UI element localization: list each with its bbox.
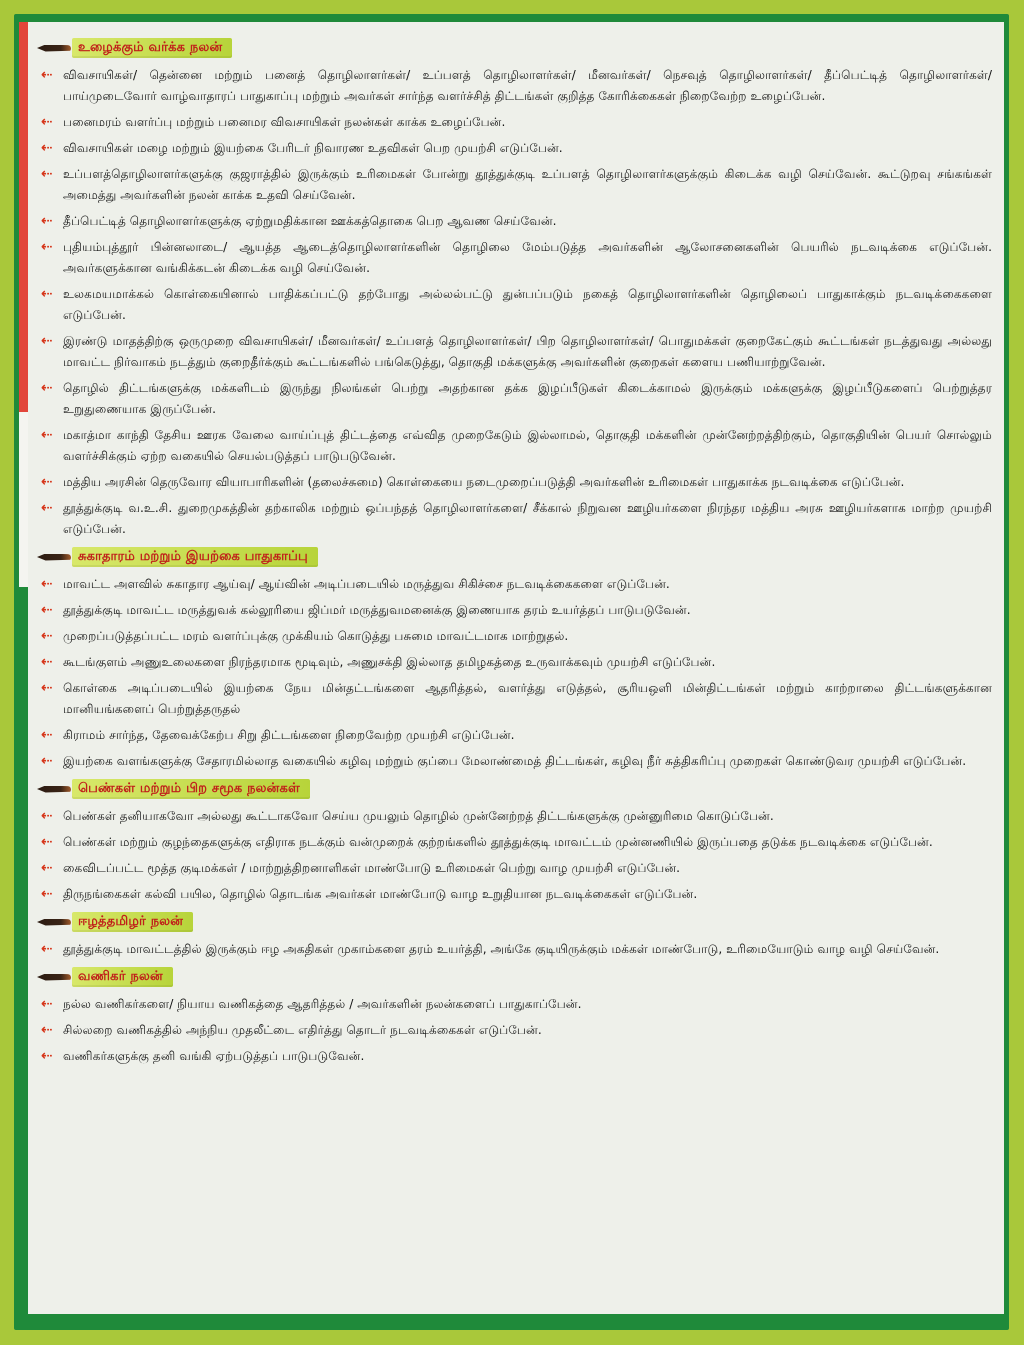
arrow-icon: ⇠	[41, 239, 53, 255]
list-item-text: இயற்கை வளங்களுக்கு சேதாரமில்லாத வகையில் கழிவு மற்றும் குப்பை மேலாண்மைத் திட்டங்கள், கழிவு நீர் சுத்திகரிப்பு முறைகள் கொண்டுவர முயற்சி எடுப்பேன்.	[63, 754, 967, 768]
list-item	[37, 164, 992, 206]
list-item	[37, 211, 992, 232]
list-item	[37, 331, 992, 373]
list-item-text: தீப்பெட்டித் தொழிலாளர்களுக்கு ஏற்றுமதிக்கான ஊக்கத்தொகை பெற ஆவண செய்வேன்.	[63, 214, 557, 228]
arrow-icon: ⇠	[41, 213, 53, 229]
list-item-text: தூத்துக்குடி மாவட்டத்தில் இருக்கும் ஈழ அகதிகள் முகாம்களை தரம் உயர்த்தி, அங்கே குடியிருக்கும் மக்கள் மாண்போடு, உரிமையோடும் வாழ வழி செய்வேன்.	[63, 942, 940, 956]
flag-stripe-white	[19, 412, 28, 587]
arrow-icon: ⇠	[41, 996, 53, 1012]
arrow-icon: ⇠	[41, 380, 53, 396]
list-item	[37, 751, 992, 772]
section-heading	[37, 965, 992, 989]
list-item-text: உலகமயமாக்கல் கொள்கையினால் பாதிக்கப்பட்டு தற்போது அல்லல்பட்டு துன்பப்படும் நகைத் தொழிலாளர்களின் தொழிலைப் பாதுகாக்கும் நடவடிக்கைகளை எடுப்பேன்.	[63, 287, 992, 322]
list-item-text: மத்திய அரசின் தெருவோர வியாபாரிகளின் (தலைச்சுமை) கொள்கையை நடைமுறைப்படுத்தி அவர்களின் உரிமைகள் பாதுகாக்க நடவடிக்கை எடுப்பேன்.	[63, 475, 905, 489]
arrow-icon: ⇠	[41, 500, 53, 516]
list-item-text: தூத்துக்குடி மாவட்ட மருத்துவக் கல்லூரியை ஜிப்மர் மருத்துவமனைக்கு இணையாக தரம் உயர்த்தப் பாடுபடுவேன்.	[63, 603, 691, 617]
arrow-icon: ⇠	[41, 808, 53, 824]
list-item	[37, 678, 992, 720]
section-heading	[37, 777, 992, 801]
section-heading-label: வணிகர் நலன்	[72, 967, 173, 987]
list-item-text: மகாத்மா காந்தி தேசிய ஊரக வேலை வாய்ப்புத் திட்டத்தை எவ்வித முறைகேடும் இல்லாமல், தொகுதி மக்களின் முன்னேற்றத்திற்கும், தொகுதியின் பெயர் சொல்லும் வளர்ச்சிக்கும் ஏற்ற வகையில் செயல்படுத்தப் பாடுபடுவேன்.	[63, 428, 992, 463]
list-item-text: சில்லறை வணிகத்தில் அந்நிய முதலீட்டை எதிர்த்து தொடர் நடவடிக்கைகள் எடுப்பேன்.	[63, 1023, 542, 1037]
arrow-icon: ⇠	[41, 114, 53, 130]
arrow-icon: ⇠	[41, 576, 53, 592]
arrow-icon: ⇠	[41, 427, 53, 443]
flag-stripe-green	[19, 587, 28, 1314]
brush-icon	[37, 554, 71, 561]
list-item	[37, 600, 992, 621]
section-heading	[37, 545, 992, 569]
brush-icon	[37, 45, 71, 52]
section-heading-label: ஈழத்தமிழர் நலன்	[72, 912, 193, 932]
list-item	[37, 994, 992, 1015]
list-item-text: திருநங்கைகள் கல்வி பயில, தொழில் தொடங்க அவர்கள் மாண்போடு வாழ உறுதியான நடவடிக்கைகள் எடுப்பேன்.	[63, 887, 698, 901]
arrow-icon: ⇠	[41, 727, 53, 743]
list-item-text: பெண்கள் தனியாகவோ அல்லது கூட்டாகவோ செய்ய முயலும் தொழில் முன்னேற்றத் திட்டங்களுக்கு முன்னுரிமை கொடுப்பேன்.	[63, 809, 774, 823]
list-item-text: பனைமரம் வளர்ப்பு மற்றும் பனைமர விவசாயிகள் நலன்கள் காக்க உழைப்பேன்.	[63, 115, 506, 129]
arrow-icon: ⇠	[41, 333, 53, 349]
list-item-text: உப்பளத்தொழிலாளர்களுக்கு குஜராத்தில் இருக்கும் உரிமைகள் போன்று தூத்துக்குடி உப்பளத் தொழிலாளர்களுக்கும் கிடைக்க வழி செய்வேன். கூட்டுறவு சங்கங்கள் அமைத்து அவர்களின் நலன் காக்க உதவி செய்வேன்.	[63, 167, 992, 202]
arrow-icon: ⇠	[41, 654, 53, 670]
arrow-icon: ⇠	[41, 286, 53, 302]
arrow-icon: ⇠	[41, 628, 53, 644]
arrow-icon: ⇠	[41, 834, 53, 850]
list-item-text: இரண்டு மாதத்திற்கு ஒருமுறை விவசாயிகள்/ மீனவர்கள்/ உப்பளத் தொழிலாளர்கள்/ பிற தொழிலாளர்கள்/ பொதுமக்கள் குறைகேட்கும் கூட்டங்கள் நடத்துவது அல்லது மாவட்ட நிர்வாகம் நடத்தும் குறைதீர்க்கும் கூட்டங்களில் பங்கெடுத்து, தொகுதி மக்களுக்கு அவர்களின் குறைகள் களைய பணியாற்றுவேன்.	[63, 334, 992, 369]
brush-icon	[37, 974, 71, 981]
list-item	[37, 112, 992, 133]
list-item	[37, 574, 992, 595]
list-item	[37, 939, 992, 960]
list-item	[37, 65, 992, 107]
arrow-icon: ⇠	[41, 602, 53, 618]
list-item-text: கைவிடப்பட்ட மூத்த குடிமக்கள் / மாற்றுத்திறனாளிகள் மாண்போடு உரிமைகள் பெற்று வாழ முயற்சி எடுப்பேன்.	[63, 861, 681, 875]
list-item	[37, 284, 992, 326]
list-item-text: கொள்கை அடிப்படையில் இயற்கை நேய மின்தட்டங்களை ஆதரித்தல், வளர்த்து எடுத்தல், சூரியஒளி மின்திட்டங்கள் மற்றும் காற்றாலை திட்டங்களுக்கான மானியங்களைப் பெற்றுத்தருதல்	[63, 681, 992, 716]
arrow-icon: ⇠	[41, 1048, 53, 1064]
list-item	[37, 626, 992, 647]
list-item	[37, 652, 992, 673]
list-item	[37, 425, 992, 467]
list-item	[37, 858, 992, 879]
list-item-text: வணிகர்களுக்கு தனி வங்கி ஏற்படுத்தப் பாடுபடுவேன்.	[63, 1049, 365, 1063]
section-heading-label: பெண்கள் மற்றும் பிற சமூக நலன்கள்	[72, 779, 310, 799]
list-item	[37, 498, 992, 540]
arrow-icon: ⇠	[41, 680, 53, 696]
list-item	[37, 237, 992, 279]
list-item-text: விவசாயிகள்/ தென்னை மற்றும் பனைத் தொழிலாளர்கள்/ உப்பளத் தொழிலாளர்கள்/ மீனவர்கள்/ நெசவுத் தொழிலாளர்கள்/ தீப்பெட்டித் தொழிலாளர்கள்/ பாய்முடைவோர் வாழ்வாதாரப் பாதுகாப்பு மற்றும் அவர்கள் சார்ந்த வளர்ச்சித் திட்டங்கள் குறித்த கோரிக்கைகள் நிறைவேற்ற உழைப்பேன்.	[63, 68, 992, 103]
list-item	[37, 138, 992, 159]
flag-stripe-red	[19, 22, 28, 412]
list-item-text: முறைப்படுத்தப்பட்ட மரம் வளர்ப்புக்கு முக்கியம் கொடுத்து பசுமை மாவட்டமாக மாற்றுதல்.	[63, 629, 569, 643]
arrow-icon: ⇠	[41, 886, 53, 902]
list-item	[37, 472, 992, 493]
list-item-text: பெண்கள் மற்றும் குழந்தைகளுக்கு எதிராக நடக்கும் வன்முறைக் குற்றங்களில் தூத்துக்குடி மாவட்டம் முன்னணியில் இருப்பதை தடுக்க நடவடிக்கை எடுப்பேன்.	[63, 835, 933, 849]
list-item-text: தூத்துக்குடி வ.உ.சி. துறைமுகத்தின் தற்காலிக மற்றும் ஒப்பந்தத் தொழிலாளர்களை/ சீக்கால் நிறுவன ஊழியர்களை நிரந்தர மத்திய அரசு ஊழியர்களாக மாற்ற முயற்சி எடுப்பேன்.	[63, 501, 992, 536]
arrow-icon: ⇠	[41, 166, 53, 182]
list-item	[37, 378, 992, 420]
arrow-icon: ⇠	[41, 860, 53, 876]
list-item	[37, 806, 992, 827]
arrow-icon: ⇠	[41, 1022, 53, 1038]
list-item-text: கிராமம் சார்ந்த, தேவைக்கேற்ப சிறு திட்டங்களை நிறைவேற்ற முயற்சி எடுப்பேன்.	[63, 728, 515, 742]
brush-icon	[37, 919, 71, 926]
manifesto-panel	[19, 22, 1004, 1314]
list-item-text: புதியம்புத்தூர் பின்னலாடை/ ஆயத்த ஆடைத்தொழிலாளர்களின் தொழிலை மேம்படுத்த அவர்களின் ஆலோசனைகளின் பெயரில் நடவடிக்கை எடுப்பேன். அவர்களுக்கான வங்கிக்கடன் கிடைக்க வழி செய்வேன்.	[63, 240, 992, 275]
section-heading	[37, 36, 992, 60]
manifesto-content	[37, 32, 992, 1072]
arrow-icon: ⇠	[41, 474, 53, 490]
list-item	[37, 884, 992, 905]
arrow-icon: ⇠	[41, 941, 53, 957]
arrow-icon: ⇠	[41, 753, 53, 769]
arrow-icon: ⇠	[41, 140, 53, 156]
list-item	[37, 725, 992, 746]
arrow-icon: ⇠	[41, 67, 53, 83]
brush-icon	[37, 786, 71, 793]
list-item-text: கூடங்குளம் அணுஉலைகளை நிரந்தரமாக மூடிவும், அணுசக்தி இல்லாத தமிழகத்தை உருவாக்கவும் முயற்சி எடுப்பேன்.	[63, 655, 716, 669]
list-item	[37, 1020, 992, 1041]
list-item	[37, 832, 992, 853]
list-item-text: தொழில் திட்டங்களுக்கு மக்களிடம் இருந்து நிலங்கள் பெற்று அதற்கான தக்க இழப்பீடுகள் கிடைக்காமல் இருக்கும் மக்களுக்கு இழப்பீடுகளைப் பெற்றுத்தர உறுதுணையாக இருப்பேன்.	[63, 381, 992, 416]
section-heading-label: உழைக்கும் வர்க்க நலன்	[72, 38, 232, 58]
list-item-text: மாவட்ட அளவில் சுகாதார ஆய்வு/ ஆய்வின் அடிப்படையில் மருத்துவ சிகிச்சை நடவடிக்கைகளை எடுப்பேன்.	[63, 577, 670, 591]
list-item-text: நல்ல வணிகர்களை/ நியாய வணிகத்தை ஆதரித்தல் / அவர்களின் நலன்களைப் பாதுகாப்பேன்.	[63, 997, 582, 1011]
section-heading	[37, 910, 992, 934]
list-item-text: விவசாயிகள் மழை மற்றும் இயற்கை பேரிடர் நிவாரண உதவிகள் பெற முயற்சி எடுப்பேன்.	[63, 141, 563, 155]
list-item	[37, 1046, 992, 1067]
section-heading-label: சுகாதாரம் மற்றும் இயற்கை பாதுகாப்பு	[72, 547, 318, 567]
